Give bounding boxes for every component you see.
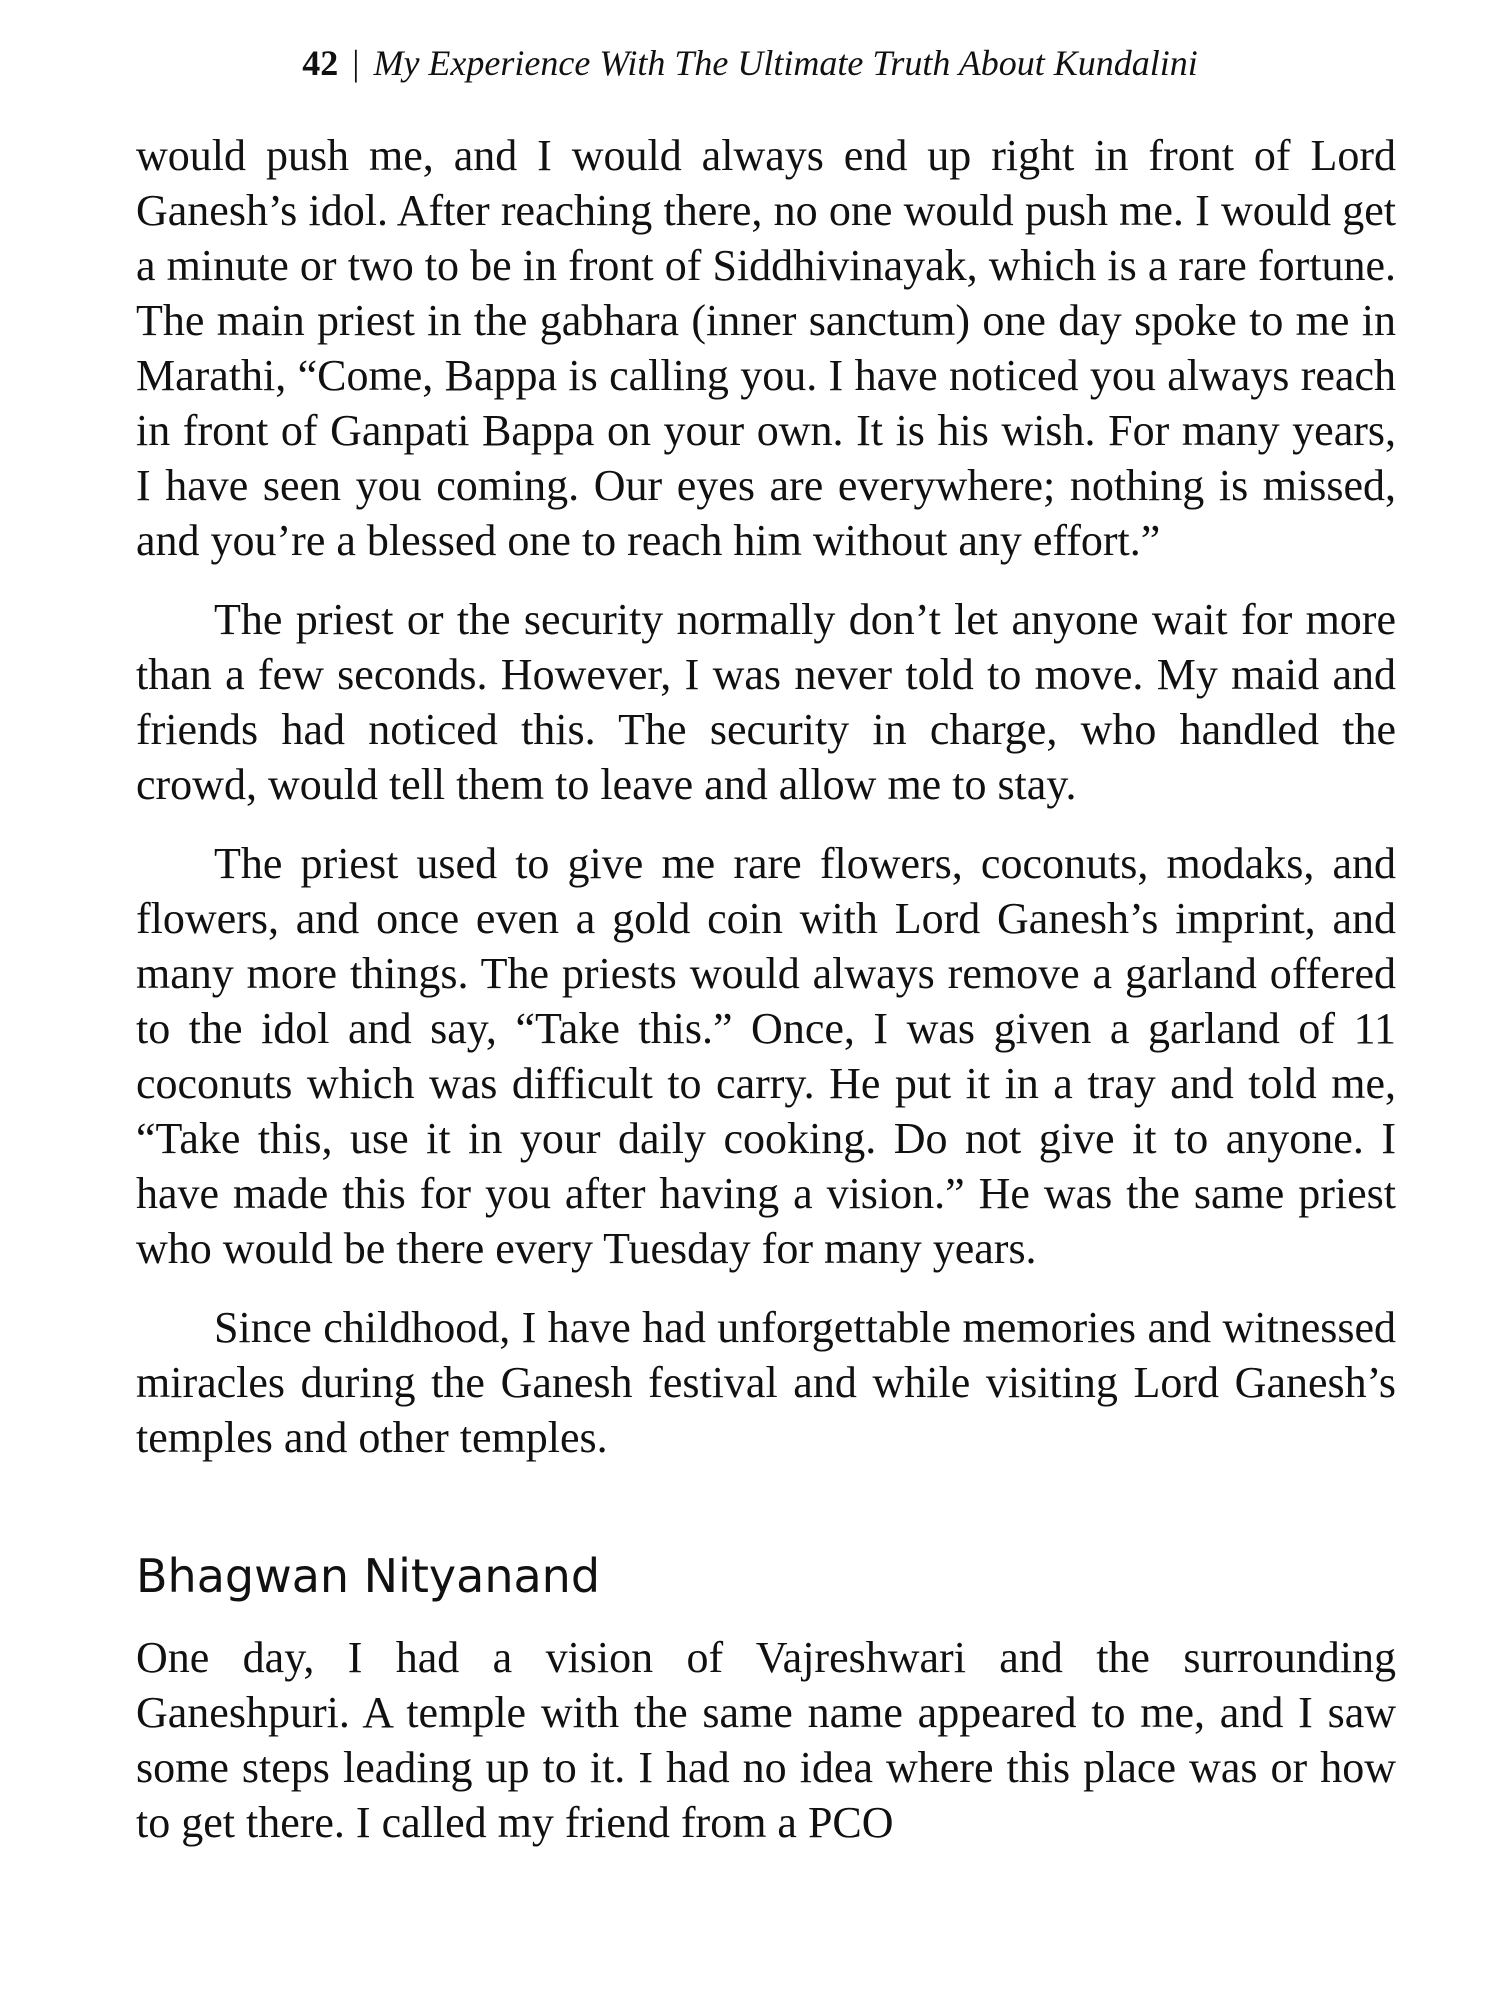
book-title: My Experience With The Ultimate Truth About Kundalini (373, 43, 1198, 83)
paragraph-continued: would push me, and I would always end up right in front of Lord Ganesh’s idol. After reaching there, no one would push me. I would get a minute or two to be in front of Siddhivinayak, which is a rare fortune. The main priest in the gabhara (inner sanctum) one day spoke to me in Marathi, “Come, Bappa is calling you. I have noticed you always reach in front of Ganpati Bappa on your own. It is his wish. For many years, I have seen you coming. Our eyes are everywhere; nothing is missed, and you’re a blessed one to reach him without any effort.” (136, 131, 1396, 565)
paragraph: The priest used to give me rare flowers, coconuts, modaks, and flowers, and once even a gold coin with Lord Ganesh’s imprint, and many more things. The priests would always remove a garland offered to the idol and say, “Take this.” Once, I was given a garland of 11 coconuts which was difficult to carry. He put it in a tray and told me, “Take this, use it in your daily cooking. Do not give it to anyone. I have made this for you after having a vision.” He was the same priest who would be there every Tuesday for many years. (136, 839, 1396, 1273)
running-head (0, 42, 1500, 85)
section-paragraph: One day, I had a vision of Vajreshwari and the surrounding Ganeshpuri. A temple with the same name appeared to me, and I saw some steps leading up to it. I had no idea where this place was or how to get there. I called my friend from a PCO (136, 1633, 1396, 1848)
paragraph: Since childhood, I have had unforgettable memories and witnessed miracles during the Ganesh festival and while visiting Lord Ganesh’s temples and other temples. (136, 1303, 1396, 1462)
page-body (136, 128, 1396, 1850)
header-separator: | (352, 43, 360, 83)
page-number: 42 (302, 43, 339, 83)
section-heading: Bhagwan Nityanand (136, 1549, 601, 1603)
paragraph: The priest or the security normally don’t let anyone wait for more than a few seconds. However, I was never told to move. My maid and friends had noticed this. The security in charge, who handled the crowd, would tell them to leave and allow me to stay. (136, 595, 1396, 809)
